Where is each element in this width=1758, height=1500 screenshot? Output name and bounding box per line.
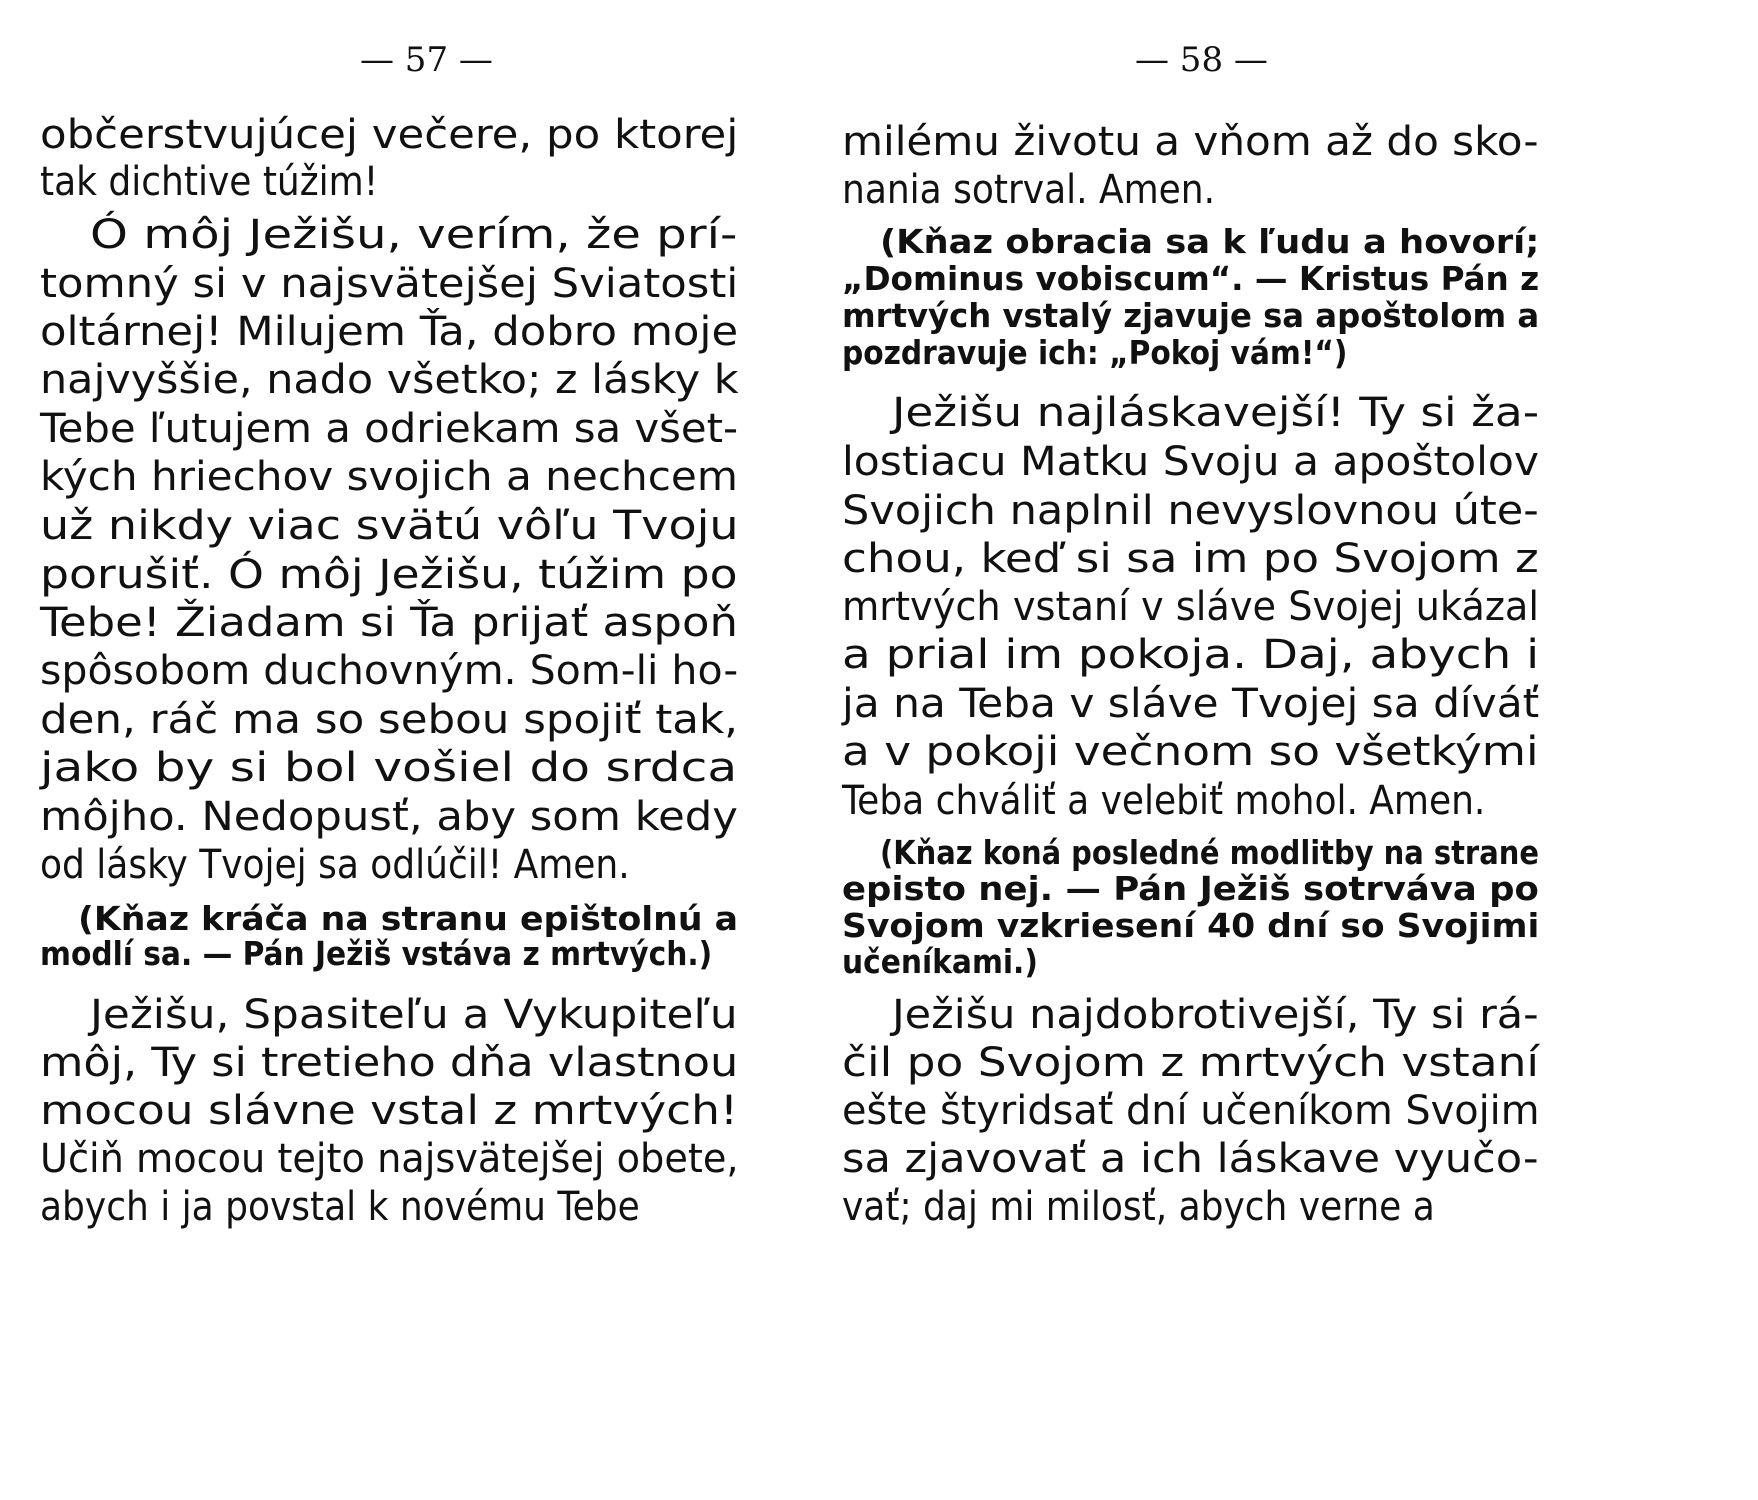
text-line: mrtvých vstaní v sláve Svojej ukázal [842,584,1540,630]
text-line: a v pokoji večnom so všetkými [842,729,1539,775]
right-page [842,0,1758,1500]
text-line: Ježišu najdobrotivejší, Ty si rá- [892,992,1539,1038]
rubric-note-line: mrtvých vstalý zjavuje sa apoštolom a [842,296,1540,335]
page-number-right: — 58 — [1135,40,1268,80]
rubric-note-line: (Kňaz obracia sa k ľudu a hovorí; [880,222,1540,261]
text-line: Učiň mocou tejto najsvätejšej obete, [40,1136,739,1182]
text-line: Tebe ľutujem a odriekam sa všet- [40,406,739,452]
text-line: môjho. Nedopusť, aby som kedy [40,794,738,840]
text-line: a prial im pokoja. Daj, abych i [842,632,1540,678]
text-line: sa zjavovať a ich láskave vyučo- [842,1136,1539,1182]
rubric-note-line: modlí sa. — Pán Ježiš vstáva z mrtvých.) [40,934,713,973]
text-line: Ježišu najláskavejší! Ty si ža- [892,390,1540,436]
rubric-note-line: (Kňaz kráča na stranu epištolnú a [78,899,739,938]
text-line: chou, keď si sa im po Svojom z [842,536,1539,582]
rubric-note-line: „Dominus vobiscum“. — Kristus Pán z [842,259,1540,298]
rubric-note-line: (Kňaz koná posledné modlitby na strane [880,833,1539,872]
text-line: od lásky Tvojej sa odlúčil! Amen. [40,842,630,888]
rubric-note-line: Svojom vzkriesení 40 dní so Svojimi [842,906,1540,945]
rubric-note-line: episto nej. — Pán Ježiš sotrváva po [842,869,1539,908]
text-line: Ježišu, Spasiteľu a Vykupiteľu [90,992,738,1038]
text-line: občerstvujúcej večere, po ktorej [40,112,739,158]
rubric-note-line: učeníkami.) [842,942,1038,981]
text-line: tak dichtive túžim! [40,159,379,205]
text-line: môj, Ty si tretieho dňa vlastnou [40,1040,739,1086]
rubric-note-line: pozdravuje ich: „Pokoj vám!“) [842,333,1348,372]
text-line: Tebe! Žiadam si Ťa prijať aspoň [40,600,738,646]
text-line: vať; daj mi milosť, abych verne a [842,1184,1435,1230]
text-line: oltárnej! Milujem Ťa, dobro moje [40,309,739,355]
page-number-left: — 57 — [360,40,493,80]
text-line: najvyššie, nado všetko; z lásky k [40,357,739,403]
text-line: den, ráč ma so sebou spojiť tak, [40,697,738,743]
text-line: ja na Teba v sláve Tvojej sa díváť [842,681,1540,727]
text-line: abych i ja povstal k novému Tebe [40,1184,640,1230]
text-line: ešte štyridsať dní učeníkom Svojim [842,1088,1540,1134]
text-line: jako by si bol vošiel do srdca [40,745,738,791]
text-line: už nikdy viac svätú vôľu Tvoju [40,503,739,549]
text-line: Ó môj Ježišu, verím, že prí- [90,212,738,258]
text-line: milému životu a vňom až do sko- [842,119,1539,165]
text-line: kých hriechov svojich a nechcem [40,454,738,500]
text-line: porušiť. Ó môj Ježišu, túžim po [40,552,738,598]
text-line: tomný si v najsvätejšej Sviatosti [40,261,739,307]
text-line: spôsobom duchovným. Som-li ho- [40,648,739,694]
text-line: mocou slávne vstal z mrtvých! [40,1088,739,1134]
text-line: Svojich naplnil nevyslovnou úte- [842,488,1539,534]
text-line: lostiacu Matku Svoju a apoštolov [842,439,1539,485]
left-page [0,0,870,1500]
text-line: Teba chváliť a velebiť mohol. Amen. [842,778,1486,824]
text-line: čil po Svojom z mrtvých vstaní [842,1040,1540,1086]
text-line: nania sotrval. Amen. [842,167,1216,213]
